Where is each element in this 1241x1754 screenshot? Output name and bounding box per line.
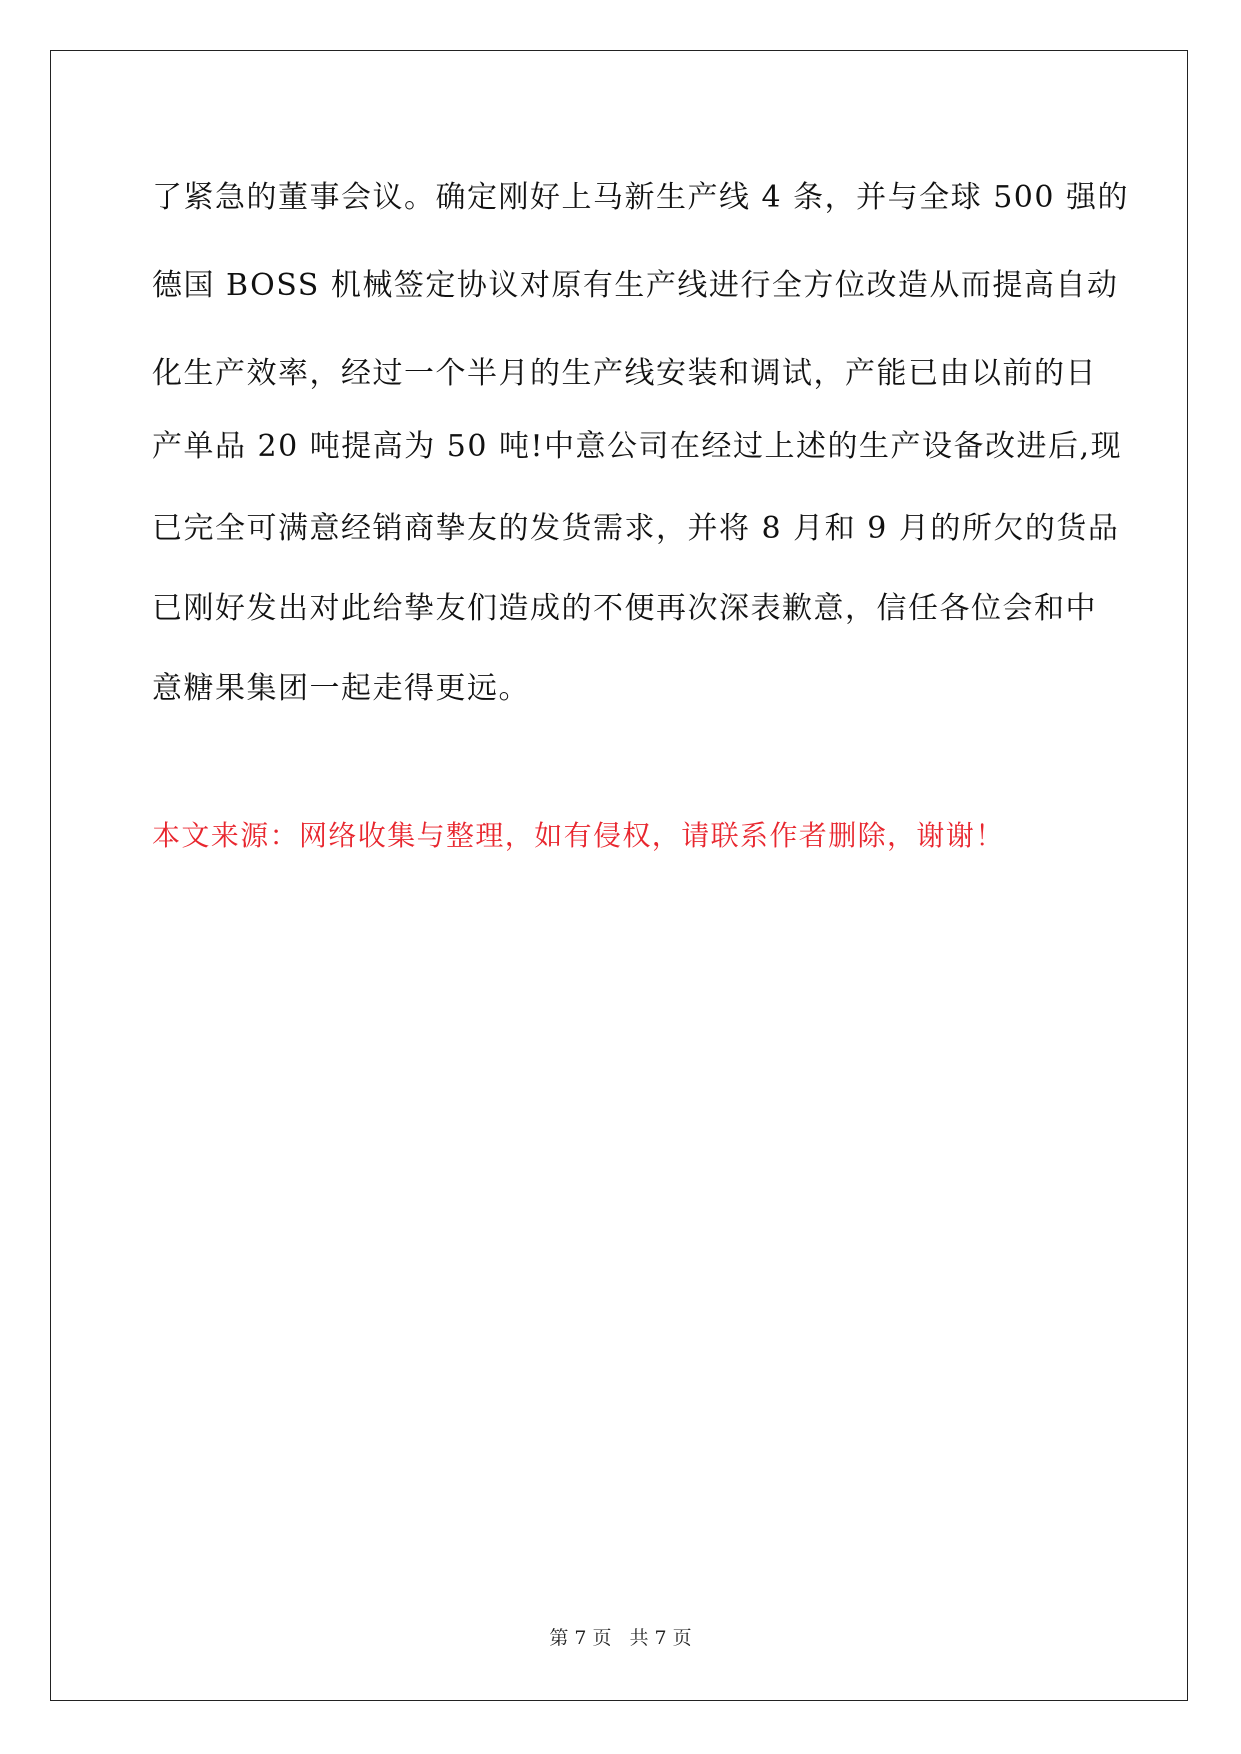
paragraph-line: 已刚好发出对此给挚友们造成的不便再次深表歉意，信任各位会和中 xyxy=(152,591,1097,626)
page-count: 共 7 页 xyxy=(629,1627,692,1649)
page-number: 第 7 页 xyxy=(549,1627,612,1649)
paragraph-line: 意糖果集团一起走得更远。 xyxy=(152,671,530,706)
paragraph-line: 产单品 20 吨提高为 50 吨!中意公司在经过上述的生产设备改进后,现 xyxy=(152,429,1123,464)
paragraph-line: 化生产效率，经过一个半月的生产线安装和调试，产能已由以前的日 xyxy=(152,356,1097,391)
paragraph-line: 德国 BOSS 机械签定协议对原有生产线进行全方位改造从而提高自动 xyxy=(152,268,1119,303)
page-footer xyxy=(0,1623,1241,1650)
paragraph-line: 了紧急的董事会议。确定刚好上马新生产线 4 条，并与全球 500 强的 xyxy=(152,180,1129,215)
source-disclaimer: 本文来源：网络收集与整理，如有侵权，请联系作者删除，谢谢！ xyxy=(152,819,1005,852)
paragraph-line: 已完全可满意经销商挚友的发货需求，并将 8 月和 9 月的所欠的货品 xyxy=(152,511,1120,546)
